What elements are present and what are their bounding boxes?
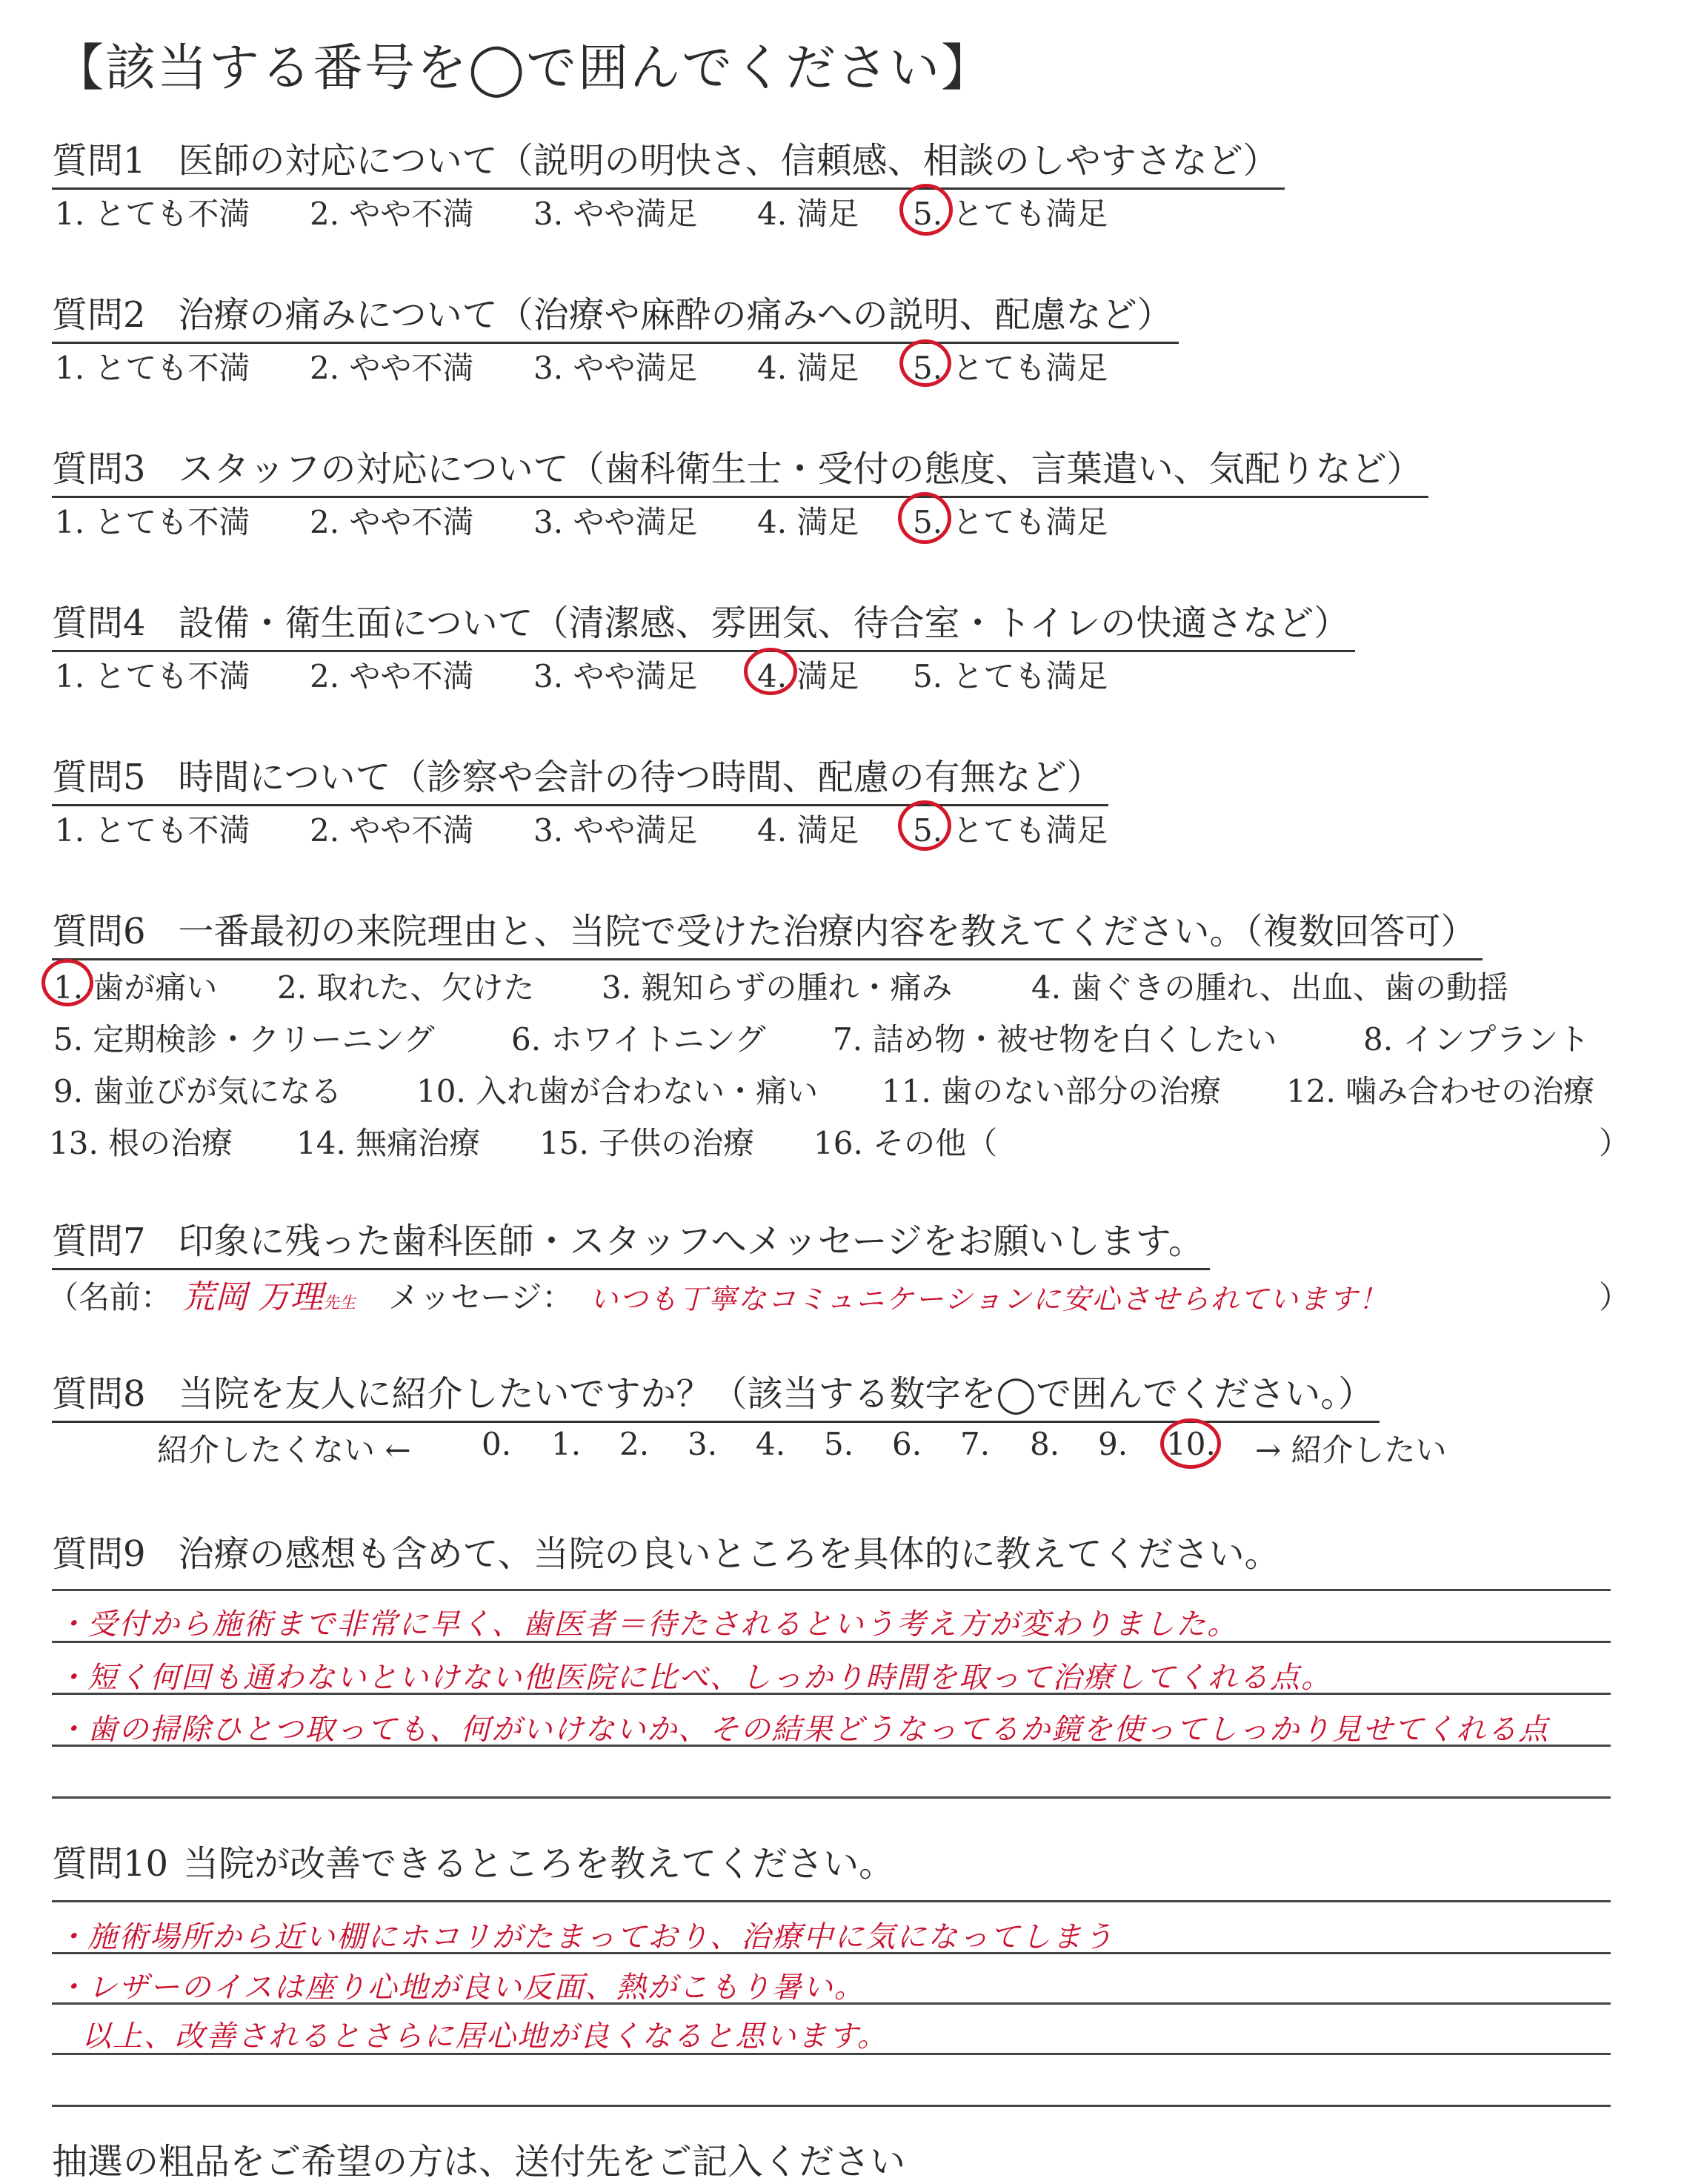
answer-line: [52, 1641, 1611, 1643]
scale-0[interactable]: 0.: [482, 1426, 512, 1462]
scale-2[interactable]: 2.: [619, 1426, 650, 1462]
option-1[interactable]: 1. とても不満: [55, 504, 250, 540]
handwritten-name[interactable]: [182, 1270, 356, 1318]
message-close-paren: ）: [1599, 1279, 1631, 1315]
answer-line-text[interactable]: ・短く何回も通わないといけない他医院に比べ、しっかり時間を取って治療してくれる点。: [56, 1661, 1332, 1695]
scale-right-label: → 紹介したい: [1255, 1432, 1447, 1468]
q6-option-8[interactable]: 8. インプラント: [1363, 1021, 1590, 1058]
question-7-heading: [52, 1212, 1210, 1270]
message-label: メッセージ：: [388, 1279, 573, 1315]
question-6-heading: [52, 903, 1483, 960]
option-2[interactable]: 2. やや不満: [310, 196, 474, 232]
question-9-heading: [52, 1525, 1286, 1581]
footer-text: 抽選の粗品をご希望の方は、送付先をご記入ください: [52, 2141, 906, 2183]
q6-option-13[interactable]: 13. 根の治療: [49, 1125, 233, 1161]
option-5[interactable]: 5. とても満足: [913, 350, 1108, 386]
q6-option-4[interactable]: 4. 歯ぐきの腫れ、出血、歯の動揺: [1031, 969, 1508, 1006]
option-4[interactable]: 4. 満足: [757, 658, 859, 694]
selection-circle-q5-option-5: [898, 800, 951, 851]
question-number: 質問9: [52, 1533, 146, 1575]
answer-line-text[interactable]: ・レザーのイスは座り心地が良い反面、熱がこもり暑い。: [56, 1971, 865, 2005]
scale-8[interactable]: 8.: [1030, 1426, 1060, 1462]
answer-line-text[interactable]: ・歯の掃除ひとつ取っても、何がいけないか、その結果どうなってるか鏡を使ってしっかり見せてくれる点: [56, 1713, 1550, 1747]
question-1-heading: [52, 132, 1285, 190]
option-1[interactable]: 1. とても不満: [55, 812, 250, 849]
question-5-heading: [52, 749, 1108, 806]
option-1[interactable]: 1. とても不満: [55, 658, 250, 694]
selection-circle-q8-scale-10: [1160, 1418, 1221, 1469]
option-2[interactable]: 2. やや不満: [310, 504, 474, 540]
question-text: 医師の対応について（説明の明快さ、信頼感、相談のしやすさなど）: [178, 140, 1279, 182]
question-number: 質問3: [52, 448, 146, 490]
q6-option-9[interactable]: 9. 歯並びが気になる: [53, 1073, 342, 1109]
question-number: 質問1: [52, 140, 146, 182]
question-text: 治療の痛みについて（治療や麻酔の痛みへの説明、配慮など）: [178, 294, 1173, 336]
scale-left-label: 紹介したくない ←: [157, 1432, 411, 1468]
option-5[interactable]: 5. とても満足: [913, 658, 1108, 694]
option-4[interactable]: 4. 満足: [757, 196, 859, 232]
question-number: 質問10: [52, 1843, 169, 1885]
option-5[interactable]: 5. とても満足: [913, 196, 1108, 232]
selection-circle-q4-option-4: [744, 648, 797, 695]
option-1[interactable]: 1. とても不満: [55, 350, 250, 386]
scale-9[interactable]: 9.: [1098, 1426, 1128, 1462]
question-3-heading: [52, 440, 1428, 498]
question-number: 質問8: [52, 1373, 146, 1415]
option-2[interactable]: 2. やや不満: [310, 350, 474, 386]
q6-option-12[interactable]: 12. 噛み合わせの治療: [1286, 1073, 1595, 1109]
answer-line: [52, 1796, 1611, 1799]
question-number: 質問6: [52, 911, 146, 952]
question-text: 当院が改善できるところを教えてください。: [183, 1843, 895, 1885]
answer-line: [52, 1952, 1611, 1954]
option-4[interactable]: 4. 満足: [757, 504, 859, 540]
question-text: 治療の感想も含めて、当院の良いところを具体的に教えてください。: [178, 1533, 1280, 1575]
selection-circle-q6-option-1: [41, 959, 93, 1006]
answer-line: [52, 1900, 1611, 1902]
option-3[interactable]: 3. やや満足: [533, 812, 698, 849]
q6-option-2[interactable]: 2. 取れた、欠けた: [277, 969, 535, 1006]
q6-option-5[interactable]: 5. 定期検診・クリーニング: [53, 1021, 435, 1058]
q6-other-close-paren: ）: [1599, 1125, 1631, 1161]
selection-circle-q1-option-5: [899, 184, 953, 236]
question-8-heading: [52, 1365, 1380, 1423]
name-label: （名前：: [47, 1279, 173, 1315]
answer-line: [52, 2002, 1611, 2005]
answer-line-text[interactable]: 以上、改善されるとさらに居心地が良くなると思います。: [81, 2019, 888, 2054]
answer-line: [52, 2105, 1611, 2107]
scale-5[interactable]: 5.: [824, 1426, 854, 1462]
q6-option-3[interactable]: 3. 親知らずの腫れ・痛み: [602, 969, 953, 1006]
selection-circle-q2-option-5: [899, 339, 951, 387]
question-10-heading: [52, 1835, 900, 1891]
q6-option-11[interactable]: 11. 歯のない部分の治療: [882, 1073, 1222, 1109]
selection-circle-q3-option-5: [898, 492, 951, 544]
option-3[interactable]: 3. やや満足: [533, 658, 698, 694]
question-number: 質問4: [52, 603, 146, 644]
answer-line-text[interactable]: ・受付から施術まで非常に早く、歯医者＝待たされるという考え方が変わりました。: [56, 1607, 1239, 1642]
scale-3[interactable]: 3.: [688, 1426, 718, 1462]
answer-line: [52, 2053, 1611, 2055]
page-title: 【該当する番号を◯で囲んでください】: [53, 39, 994, 98]
q6-option-10[interactable]: 10. 入れ歯が合わない・痛い: [416, 1073, 819, 1109]
option-4[interactable]: 4. 満足: [757, 812, 859, 849]
question-number: 質問5: [52, 757, 146, 798]
q6-option-16[interactable]: 16. その他（: [813, 1125, 998, 1161]
q6-option-1[interactable]: 1. 歯が痛い: [53, 969, 218, 1006]
scale-10[interactable]: 10.: [1166, 1426, 1216, 1462]
answer-line: [52, 1745, 1611, 1747]
question-text: 当院を友人に紹介したいですか？（該当する数字を◯で囲んでください。）: [178, 1373, 1374, 1415]
question-text: 時間について（診察や会計の待つ時間、配慮の有無など）: [178, 757, 1102, 798]
question-text: 印象に残った歯科医師・スタッフへメッセージをお願いします。: [178, 1221, 1204, 1262]
name-value: 荒岡 万理: [182, 1278, 323, 1316]
option-5[interactable]: 5. とても満足: [913, 812, 1108, 849]
question-text: スタッフの対応について（歯科衛生士・受付の態度、言葉遣い、気配りなど）: [178, 448, 1422, 490]
question-2-heading: [52, 286, 1179, 344]
option-1[interactable]: 1. とても不満: [55, 196, 250, 232]
handwritten-message[interactable]: いつも丁寧なコミュニケーションに安心させられています！: [590, 1283, 1388, 1315]
question-number: 質問7: [52, 1221, 146, 1262]
scale-4[interactable]: 4.: [756, 1426, 786, 1462]
option-5[interactable]: 5. とても満足: [913, 504, 1108, 540]
question-4-heading: [52, 594, 1355, 652]
option-3[interactable]: 3. やや満足: [533, 350, 698, 386]
q6-option-15[interactable]: 15. 子供の治療: [539, 1125, 755, 1161]
answer-line: [52, 1693, 1611, 1695]
option-4[interactable]: 4. 満足: [757, 350, 859, 386]
q6-option-14[interactable]: 14. 無痛治療: [296, 1125, 481, 1161]
option-3[interactable]: 3. やや満足: [533, 196, 698, 232]
scale-1[interactable]: 1.: [551, 1426, 582, 1462]
q6-option-6[interactable]: 6. ホワイトニング: [511, 1021, 766, 1058]
answer-line: [52, 1589, 1611, 1591]
option-2[interactable]: 2. やや不満: [310, 658, 474, 694]
q6-option-7[interactable]: 7. 詰め物・被せ物を白くしたい: [833, 1021, 1277, 1058]
option-3[interactable]: 3. やや満足: [533, 504, 698, 540]
name-suffix: 先生: [323, 1294, 356, 1312]
option-2[interactable]: 2. やや不満: [310, 812, 474, 849]
answer-line-text[interactable]: ・施術場所から近い棚にホコリがたまっており、治療中に気になってしまう: [56, 1920, 1114, 1954]
question-text: 設備・衛生面について（清潔感、雰囲気、待合室・トイレの快適さなど）: [178, 603, 1350, 644]
scale-7[interactable]: 7.: [960, 1426, 991, 1462]
question-number: 質問2: [52, 294, 146, 336]
scale-6[interactable]: 6.: [892, 1426, 922, 1462]
question-text: 一番最初の来院理由と、当院で受けた治療内容を教えてください。（複数回答可）: [178, 911, 1477, 952]
